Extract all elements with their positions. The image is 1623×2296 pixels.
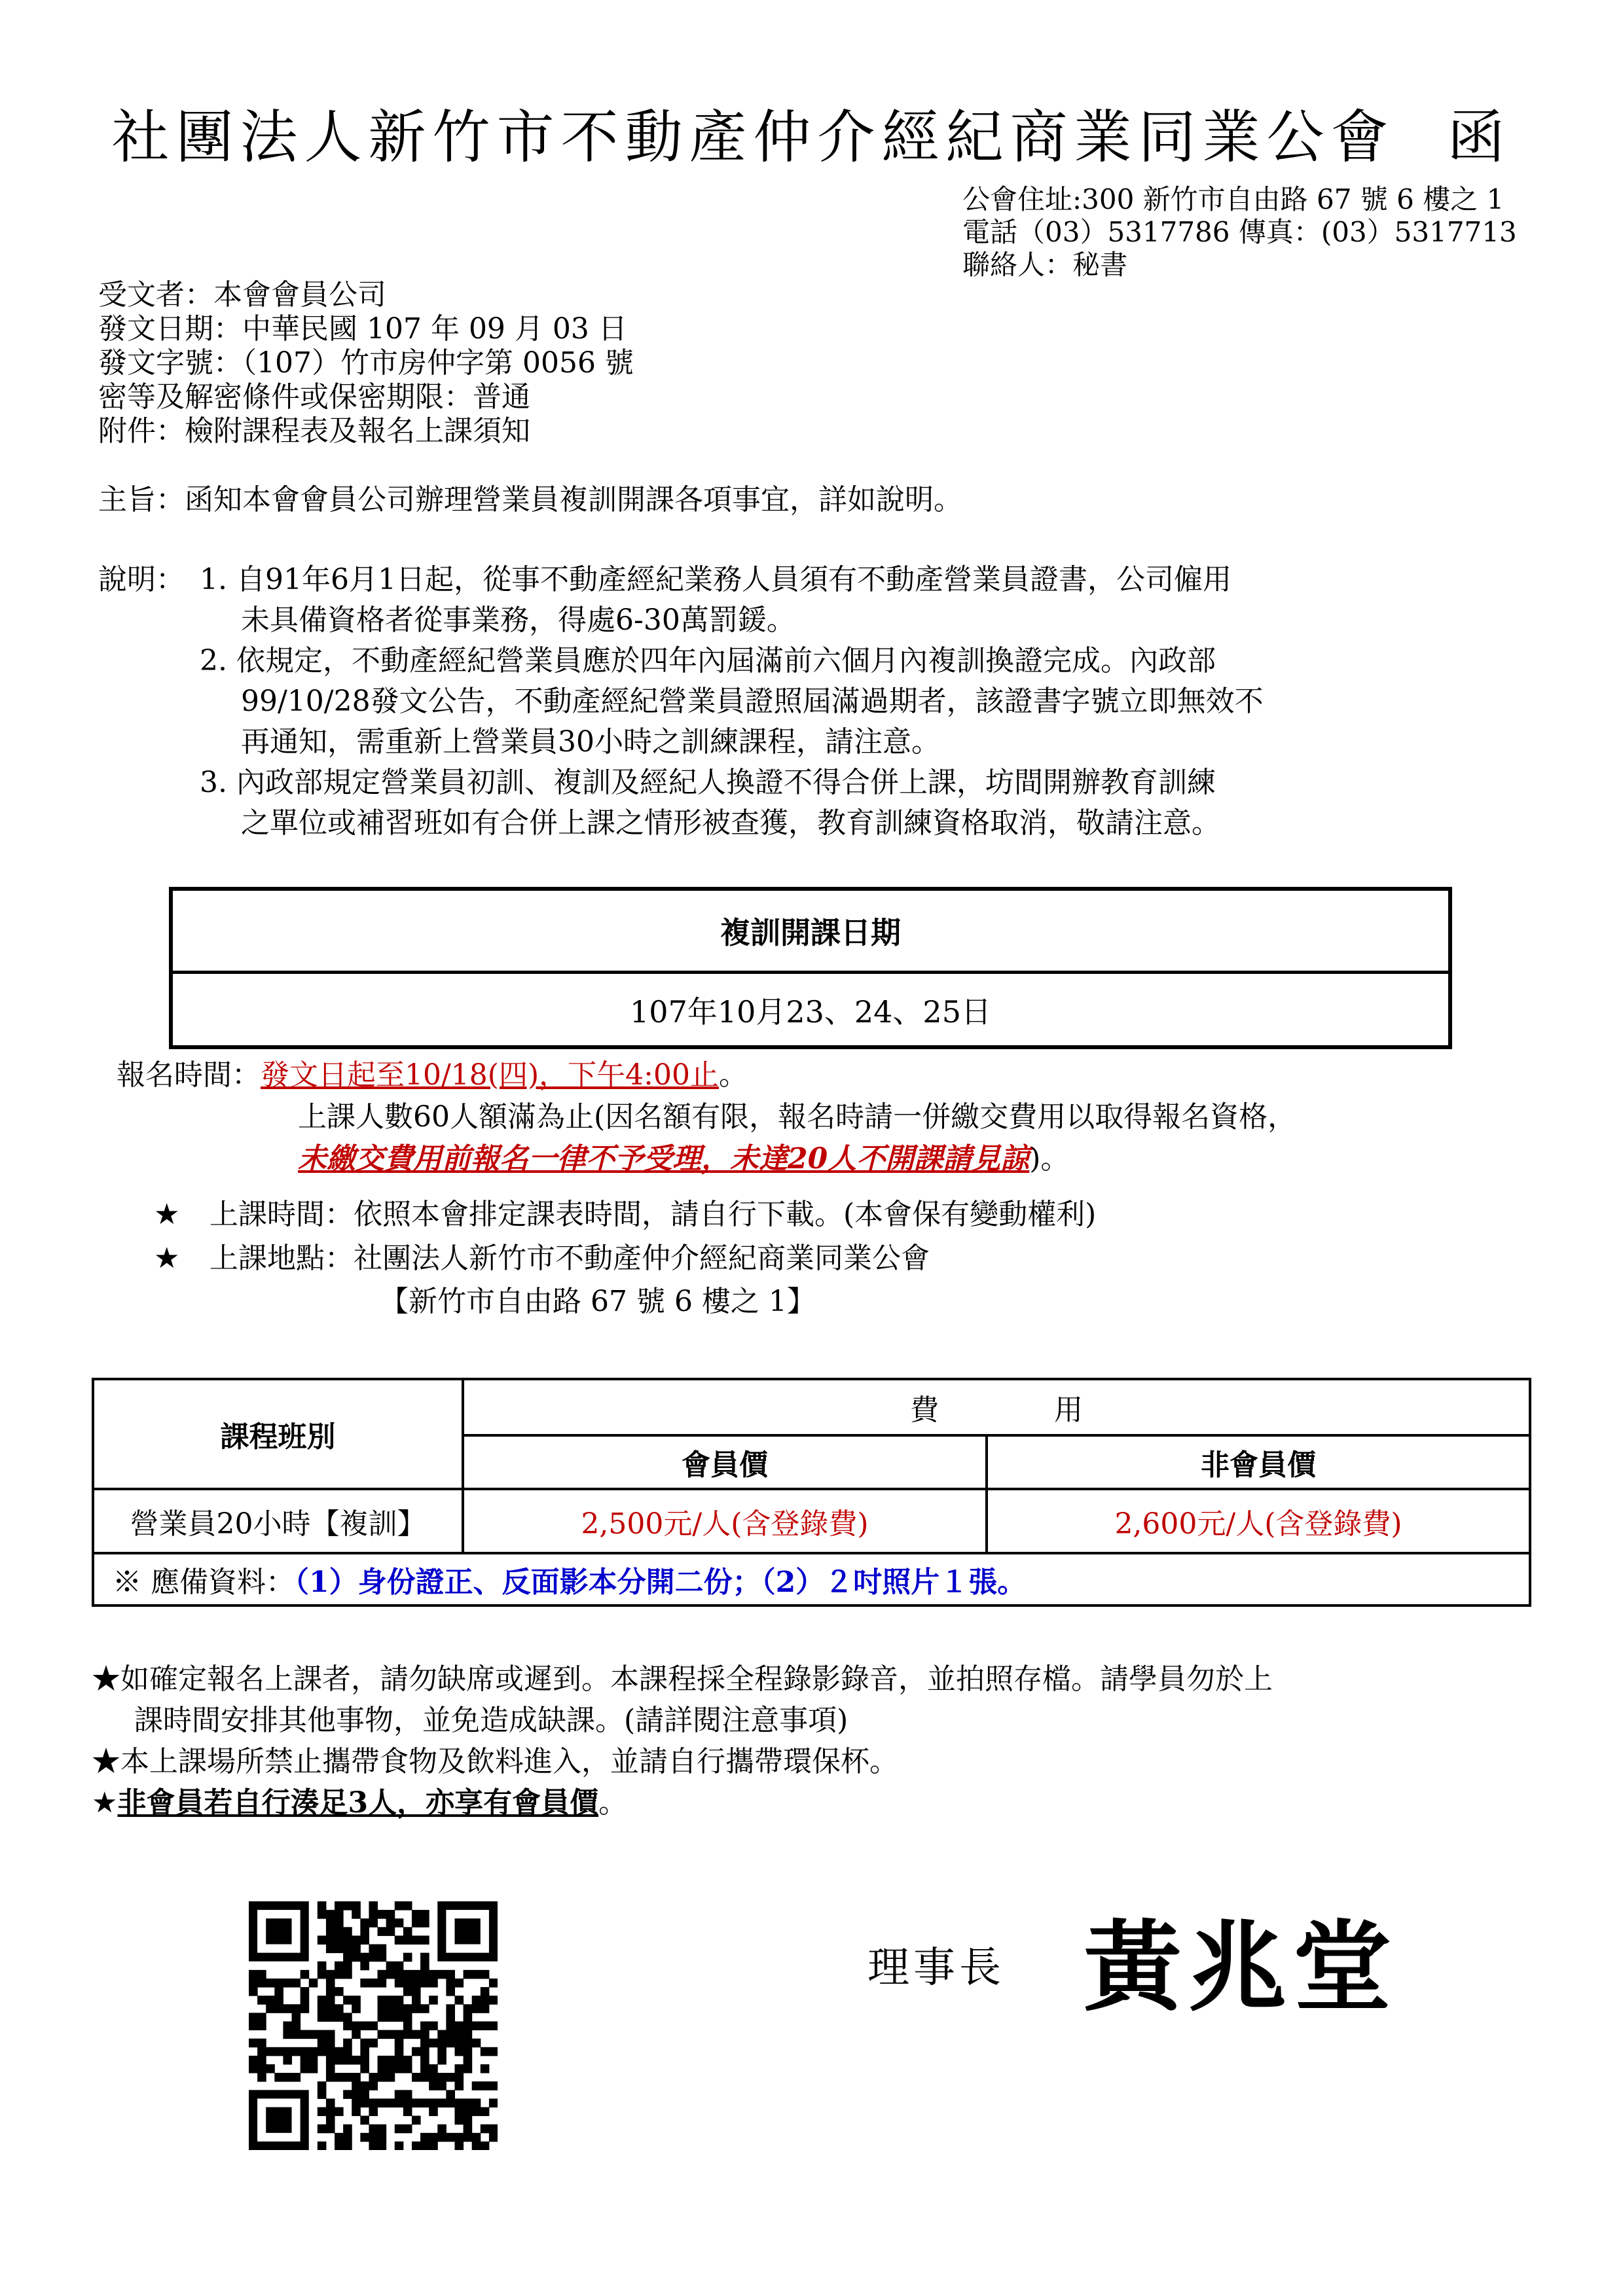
subject-line: 主旨：函知本會會員公司辦理營業員複訓開課各項事宜，詳如說明。: [98, 483, 962, 516]
course-date-value: 107年10月23、24、25日: [630, 994, 991, 1030]
chairman-name: 黃兆堂: [1084, 1910, 1398, 2025]
note-2: [92, 1742, 898, 1782]
title-suffix: 函: [1447, 103, 1512, 171]
registration-capacity: 上課人數60人額滿為止(因名額有限，報名時請一併繳交費用以取得報名資格，: [298, 1100, 1297, 1134]
registration-label: 報名時間：: [117, 1058, 261, 1092]
note-1-text: 如確定報名上課者，請勿缺席或遲到。本課程採全程錄影錄音，並拍照存檔。請學員勿於上: [120, 1662, 1273, 1696]
star-icon: ★: [154, 1198, 180, 1231]
note-3-text: 非會員若自行湊足3人，亦享有會員價: [117, 1786, 599, 1820]
explanation-prefix: 說明：: [98, 563, 185, 596]
explanation-item1-line2: 未具備資格者從事業務，得處6-30萬罰鍰。: [241, 603, 795, 637]
class-location-address: 【新竹市自由路 67 號 6 樓之 1】: [380, 1285, 816, 1318]
header-phone: 電話（03）5317786 傳真：(03）5317713: [962, 216, 1517, 248]
class-time: 上課時間：依照本會排定課表時間，請自行下載。(本會保有變動權利): [210, 1198, 1097, 1231]
registration-warning: 未繳交費用前報名一律不予受理，未達20人不開課請見諒: [298, 1142, 1030, 1175]
fee-table-header-class: 課程班別: [93, 1379, 463, 1489]
note-3-end: 。: [598, 1786, 628, 1820]
note-1-line1: [92, 1659, 1273, 1700]
chairman-label: 理事長: [867, 1944, 1005, 1992]
registration-period-end: 。: [718, 1058, 748, 1092]
qr-code-icon: [249, 1901, 498, 2150]
note-1-line2: 課時間安排其他事物，並免造成缺課。(請詳閱注意事項): [134, 1704, 848, 1737]
document-title: [0, 98, 1623, 177]
registration-warning-end: )。: [1029, 1142, 1070, 1175]
course-date-heading: 複訓開課日期: [173, 891, 1448, 974]
registration-warning-line: [298, 1139, 1069, 1179]
fee-table-member-price: 2,500元/人(含登錄費): [463, 1489, 987, 1553]
fee-table-header-nonmember: 非會員價: [987, 1435, 1530, 1489]
fee-table-nonmember-price: 2,600元/人(含登錄費): [987, 1489, 1530, 1553]
course-date-box: [169, 887, 1452, 1049]
fee-table: [92, 1378, 1531, 1607]
fee-table-required-docs: [93, 1553, 1530, 1605]
star-icon: ★: [92, 1745, 120, 1778]
meta-date: 發文日期：中華民國 107 年 09 月 03 日: [98, 312, 627, 346]
explanation-item3-line2: 之單位或補習班如有合併上課之情形被查獲，教育訓練資格取消，敬請注意。: [241, 806, 1220, 840]
class-location: 上課地點：社團法人新竹市不動產仲介經紀商業同業公會: [210, 1242, 930, 1275]
header-address: 公會住址:300 新竹市自由路 67 號 6 樓之 1: [962, 183, 1504, 215]
meta-doc-no: 發文字號：（107）竹市房仲字第 0056 號: [98, 346, 634, 380]
meta-security: 密等及解密條件或保密期限：普通: [98, 380, 530, 414]
explanation-item2-line3: 再通知，需重新上營業員30小時之訓練課程，請注意。: [241, 725, 940, 759]
note-2-text: 本上課場所禁止攜帶食物及飲料進入，並請自行攜帶環保杯。: [120, 1745, 898, 1778]
explanation-item3-line1: 3. 內政部規定營業員初訓、複訓及經紀人換證不得合併上課，坊間開辦教育訓練: [200, 766, 1216, 799]
required-docs-value: （1）身份證正、反面影本分開二份；（2）２吋照片１張。: [295, 1566, 1027, 1599]
star-icon: ★: [92, 1662, 120, 1696]
title-org: 社團法人新竹市不動產仲介經紀商業同業公會: [111, 103, 1395, 171]
registration-line: [117, 1055, 748, 1096]
required-docs-label: ※ 應備資料：: [113, 1566, 295, 1599]
fee-table-header-member: 會員價: [463, 1435, 987, 1489]
explanation-item2-line2: 99/10/28發文公告，不動產經紀營業員證照屆滿過期者，該證書字號立即無效不: [241, 685, 1264, 718]
star-icon: ★: [154, 1242, 180, 1275]
meta-recipient: 受文者：本會會員公司: [98, 278, 386, 312]
meta-attachment: 附件：檢附課程表及報名上課須知: [98, 414, 530, 448]
explanation-item2-line1: 2. 依規定，不動產經紀營業員應於四年內屆滿前六個月內複訓換證完成。內政部: [200, 644, 1216, 677]
registration-period: 發文日起至10/18(四)，下午4:00止: [261, 1058, 719, 1092]
note-3: [92, 1783, 627, 1823]
fee-table-header-fee: 費 用: [463, 1379, 1530, 1435]
explanation-item1-line1: 1. 自91年6月1日起，從事不動產經紀業務人員須有不動產營業員證書，公司僱用: [200, 563, 1231, 596]
star-icon: ★: [92, 1786, 118, 1820]
fee-table-row-class: 營業員20小時【複訓】: [93, 1489, 463, 1553]
header-contact: 聯絡人：秘書: [962, 249, 1128, 281]
